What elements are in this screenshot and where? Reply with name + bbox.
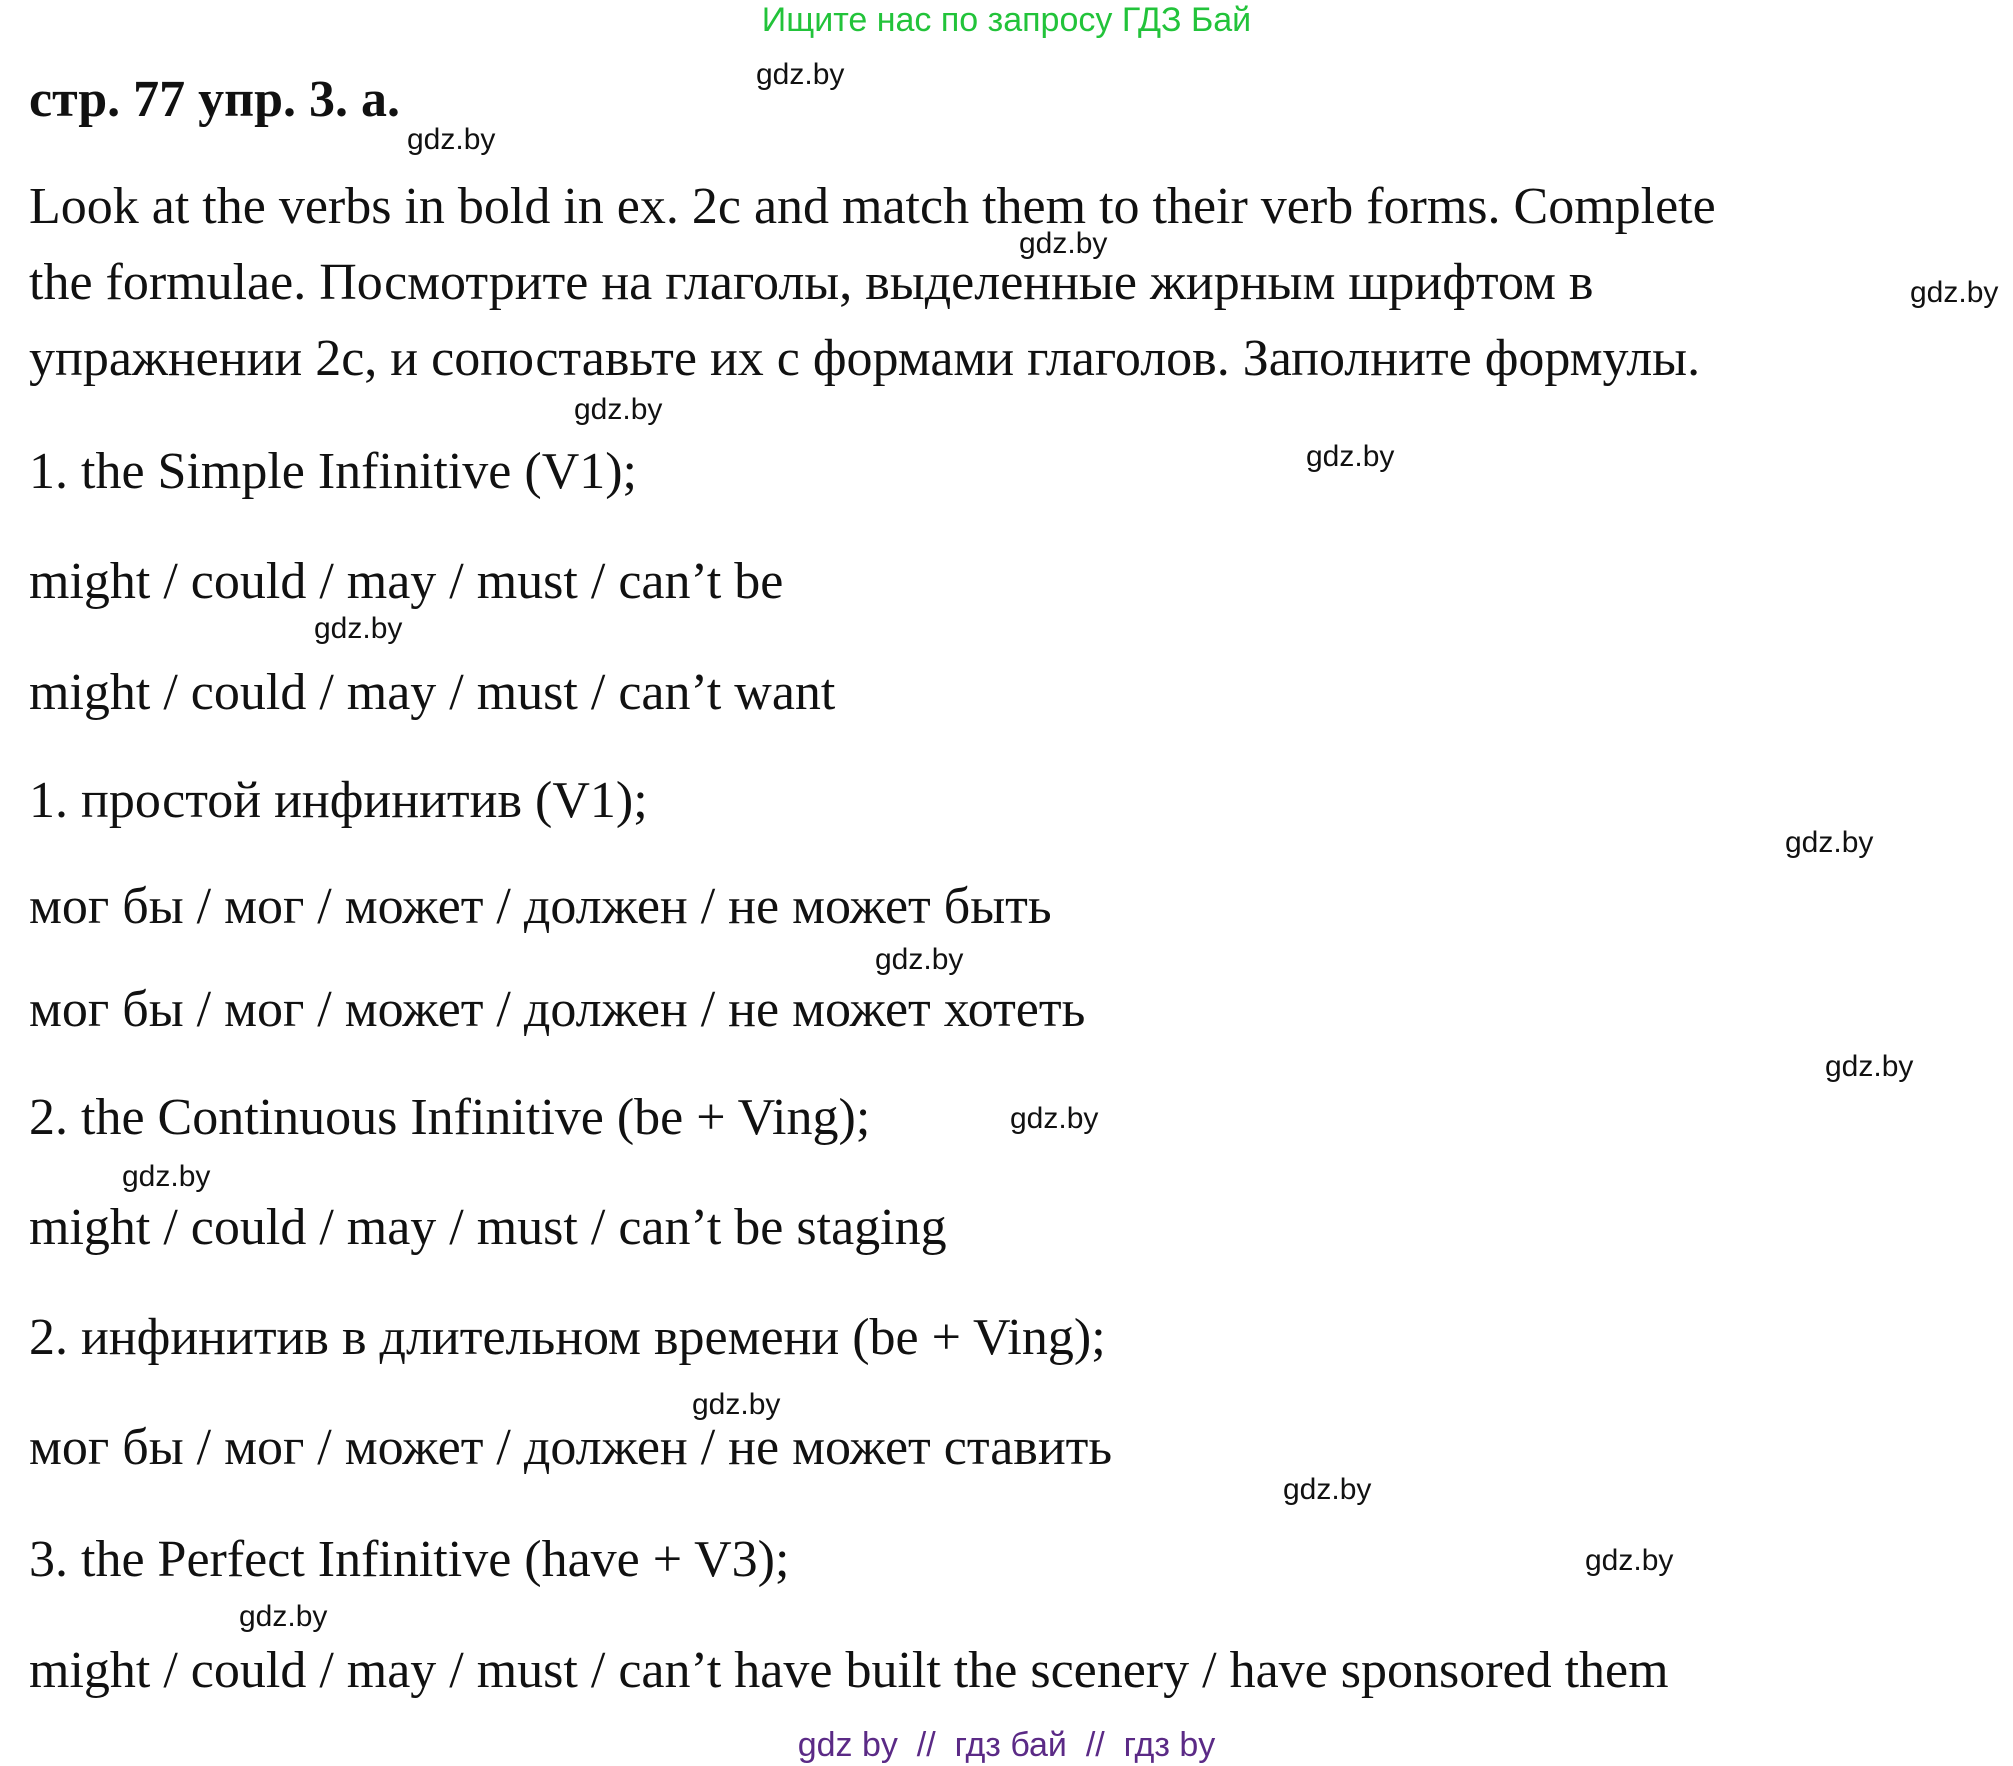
watermark: gdz.by (1010, 1102, 1099, 1135)
watermark: gdz.by (1283, 1473, 1372, 1506)
answer-line: might / could / may / must / can’t have built the scenery / have sponsored them (29, 1642, 1669, 1699)
answer-line: мог бы / мог / может / должен / не может быть (29, 878, 1052, 935)
instruction-line: упражнении 2с, и сопоставьте их с формами глаголов. Заполните формулы. (29, 330, 1701, 387)
watermark: gdz.by (875, 943, 964, 976)
answer-line: might / could / may / must / can’t want (29, 664, 836, 721)
section-title-simple-infinitive-ru: 1. простой инфинитив (V1); (29, 772, 648, 829)
watermark: gdz.by (1306, 440, 1395, 473)
watermark: gdz.by (574, 393, 663, 426)
footer-links[interactable]: gdz by // гдз бай // гдз by (797, 1726, 1216, 1764)
watermark: gdz.by (122, 1160, 211, 1193)
exercise-heading: стр. 77 упр. 3. a. (29, 71, 401, 128)
answer-line: мог бы / мог / может / должен / не может ставить (29, 1419, 1113, 1476)
answer-line: might / could / may / must / can’t be (29, 553, 784, 610)
watermark: gdz.by (1825, 1050, 1914, 1083)
watermark: gdz.by (1785, 826, 1874, 859)
watermark: gdz.by (756, 58, 845, 91)
instruction-line: Look at the verbs in bold in ex. 2c and match them to their verb forms. Complete (29, 178, 1716, 235)
watermark: gdz.by (239, 1600, 328, 1633)
section-title-simple-infinitive: 1. the Simple Infinitive (V1); (29, 443, 638, 500)
watermark: gdz.by (1585, 1544, 1674, 1577)
watermark: gdz.by (692, 1388, 781, 1421)
watermark: gdz.by (1019, 227, 1108, 260)
task-instructions (29, 169, 1989, 397)
answer-line: мог бы / мог / может / должен / не может хотеть (29, 981, 1086, 1038)
watermark: gdz.by (314, 612, 403, 645)
instruction-line: the formulae. Посмотрите на глаголы, выделенные жирным шрифтом в (29, 254, 1594, 311)
watermark: gdz.by (1910, 276, 1999, 309)
answer-line: might / could / may / must / can’t be staging (29, 1199, 947, 1256)
section-title-continuous-infinitive-ru: 2. инфинитив в длительном времени (be + Ving); (29, 1309, 1106, 1366)
section-title-continuous-infinitive: 2. the Continuous Infinitive (be + Ving); (29, 1089, 871, 1146)
watermark: gdz.by (407, 123, 496, 156)
search-banner[interactable]: Ищите нас по запросу ГДЗ Бай (761, 1, 1252, 39)
section-title-perfect-infinitive: 3. the Perfect Infinitive (have + V3); (29, 1531, 790, 1588)
